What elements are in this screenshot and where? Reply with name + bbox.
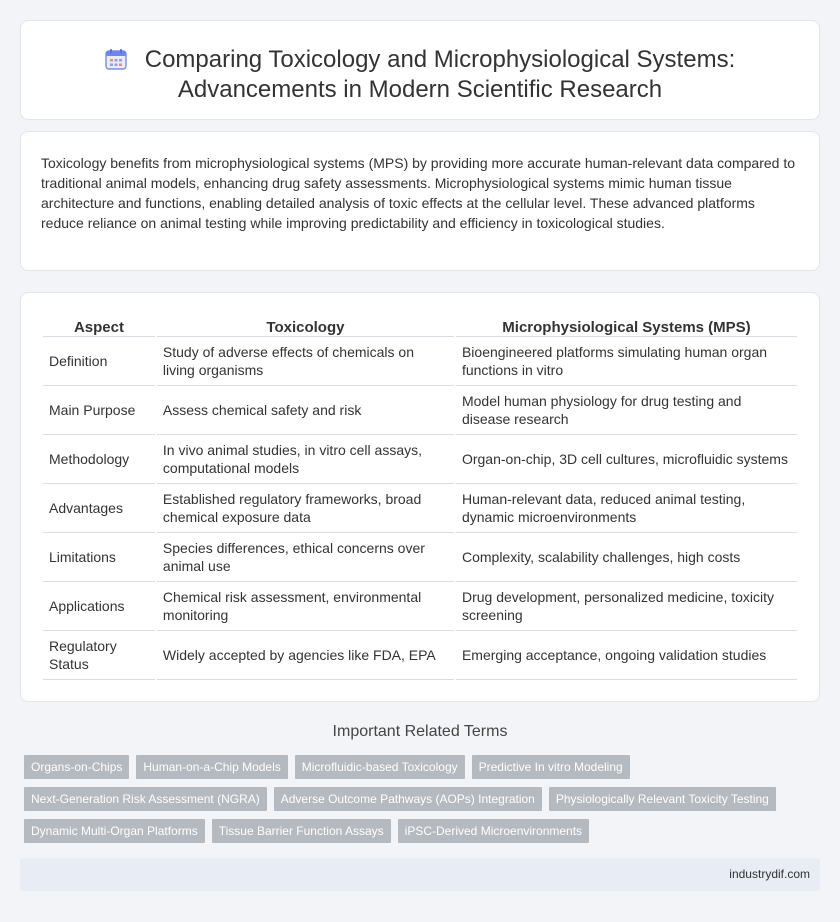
header-aspect: Aspect bbox=[43, 315, 155, 337]
page-title-line-2: Advancements in Modern Scientific Research bbox=[177, 76, 663, 103]
row-mps: Drug development, personalized medicine, toxicity screening bbox=[456, 582, 797, 631]
calendar-icon bbox=[105, 48, 127, 70]
intro-card bbox=[20, 131, 820, 271]
row-mps: Bioengineered platforms simulating human organ functions in vitro bbox=[456, 337, 797, 386]
related-terms-tags bbox=[24, 755, 814, 851]
row-mps: Model human physiology for drug testing and disease research bbox=[456, 386, 797, 435]
header-toxicology: Toxicology bbox=[157, 315, 454, 337]
tag-organs-on-chips[interactable]: Organs-on-Chips bbox=[24, 755, 129, 779]
tag-aop-integration[interactable]: Adverse Outcome Pathways (AOPs) Integration bbox=[274, 787, 542, 811]
row-toxicology: Species differences, ethical concerns over animal use bbox=[157, 533, 454, 582]
title-card bbox=[20, 20, 820, 120]
table-row bbox=[43, 386, 797, 435]
tag-ipsc-microenvironments[interactable]: iPSC-Derived Microenvironments bbox=[398, 819, 589, 843]
footer-site-link[interactable]: industrydif.com bbox=[729, 867, 810, 881]
row-aspect: Limitations bbox=[43, 533, 155, 582]
tag-microfluidic-toxicology[interactable]: Microfluidic-based Toxicology bbox=[295, 755, 465, 779]
page-title-line-1: Comparing Toxicology and Microphysiological Systems: bbox=[21, 45, 819, 75]
row-aspect: Advantages bbox=[43, 484, 155, 533]
related-terms-title: Important Related Terms bbox=[332, 723, 508, 740]
tag-predictive-in-vitro[interactable]: Predictive In vitro Modeling bbox=[472, 755, 630, 779]
table-row bbox=[43, 337, 797, 386]
row-aspect: Methodology bbox=[43, 435, 155, 484]
row-aspect: Main Purpose bbox=[43, 386, 155, 435]
table-row bbox=[43, 631, 797, 680]
tag-tissue-barrier-assays[interactable]: Tissue Barrier Function Assays bbox=[212, 819, 391, 843]
table-row bbox=[43, 435, 797, 484]
row-mps: Complexity, scalability challenges, high costs bbox=[456, 533, 797, 582]
tag-physiologically-relevant-testing[interactable]: Physiologically Relevant Toxicity Testing bbox=[549, 787, 776, 811]
table-row bbox=[43, 533, 797, 582]
row-aspect: Applications bbox=[43, 582, 155, 631]
row-mps: Human-relevant data, reduced animal testing, dynamic microenvironments bbox=[456, 484, 797, 533]
tag-ngra[interactable]: Next-Generation Risk Assessment (NGRA) bbox=[24, 787, 267, 811]
tag-row bbox=[24, 755, 814, 779]
row-toxicology: In vivo animal studies, in vitro cell assays, computational models bbox=[157, 435, 454, 484]
header-mps: Microphysiological Systems (MPS) bbox=[456, 315, 797, 337]
tag-human-on-a-chip[interactable]: Human-on-a-Chip Models bbox=[136, 755, 287, 779]
tag-row bbox=[24, 787, 814, 811]
row-mps: Organ-on-chip, 3D cell cultures, microfluidic systems bbox=[456, 435, 797, 484]
table-row bbox=[43, 582, 797, 631]
row-toxicology: Assess chemical safety and risk bbox=[157, 386, 454, 435]
table-row bbox=[43, 484, 797, 533]
row-toxicology: Established regulatory frameworks, broad chemical exposure data bbox=[157, 484, 454, 533]
row-toxicology: Chemical risk assessment, environmental monitoring bbox=[157, 582, 454, 631]
row-toxicology: Widely accepted by agencies like FDA, EPA bbox=[157, 631, 454, 680]
row-mps: Emerging acceptance, ongoing validation studies bbox=[456, 631, 797, 680]
row-aspect: Definition bbox=[43, 337, 155, 386]
intro-paragraph: Toxicology benefits from microphysiological systems (MPS) by providing more accurate human-relevant data compared to traditional animal models, enhancing drug safety assessments. Microphysiological systems mimic human tissue architecture and functions, enabling detailed analysis of toxic effects at the cellular level. These advanced platforms reduce reliance on animal testing while improving predictability and efficiency in toxicological studies. bbox=[41, 155, 795, 231]
tag-multi-organ-platforms[interactable]: Dynamic Multi-Organ Platforms bbox=[24, 819, 205, 843]
tag-row bbox=[24, 819, 814, 843]
row-toxicology: Study of adverse effects of chemicals on living organisms bbox=[157, 337, 454, 386]
row-aspect: Regulatory Status bbox=[43, 631, 155, 680]
comparison-card bbox=[20, 292, 820, 702]
comparison-table bbox=[41, 315, 799, 680]
footer bbox=[20, 858, 820, 891]
table-header-row bbox=[43, 315, 797, 337]
